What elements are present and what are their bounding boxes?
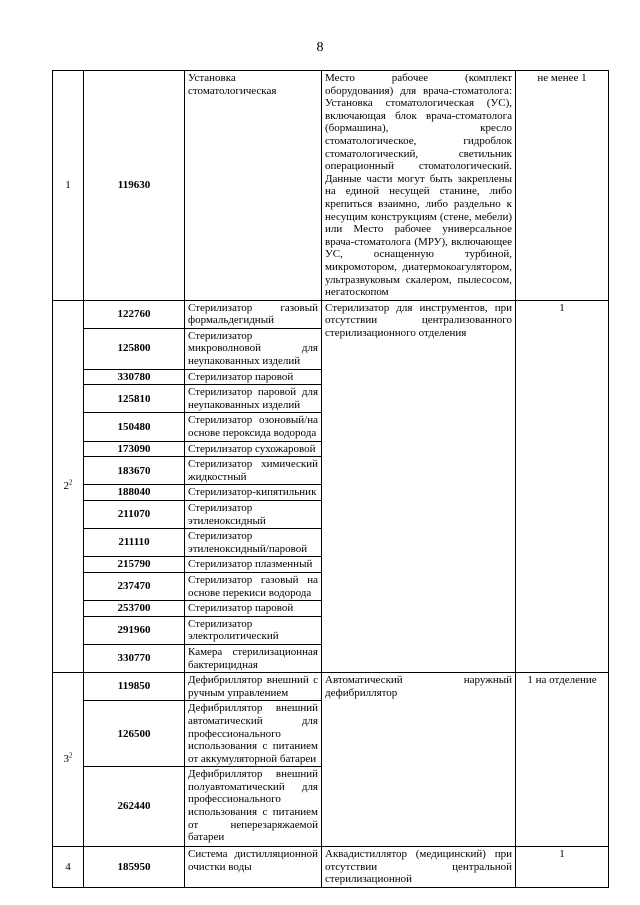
row-number: 4 <box>53 847 84 888</box>
equipment-table <box>52 70 609 888</box>
item-code: 215790 <box>84 557 185 573</box>
table-row <box>53 673 609 701</box>
item-code: 330770 <box>84 644 185 672</box>
item-code: 211110 <box>84 529 185 557</box>
item-name: Стерилизатор газовый формальдегидный <box>185 300 322 328</box>
item-name: Система дистилляционной очистки воды <box>185 847 322 888</box>
item-name: Стерилизатор паровой <box>185 369 322 385</box>
footnote-mark: 2 <box>69 751 73 760</box>
item-name: Дефибриллятор внешний с ручным управлением <box>185 673 322 701</box>
item-code: 125810 <box>84 385 185 413</box>
item-name: Стерилизатор паровой для неупакованных изделий <box>185 385 322 413</box>
item-name: Дефибриллятор внешний автоматический для профессионального использования с питанием от аккумуляторной батареи <box>185 701 322 767</box>
item-name: Стерилизатор электролитический <box>185 616 322 644</box>
table-row <box>53 300 609 328</box>
item-code: 183670 <box>84 457 185 485</box>
table-row <box>53 71 609 301</box>
item-quantity: 1 на отделение <box>516 673 609 847</box>
item-name: Стерилизатор микроволновой для неупакованных изделий <box>185 328 322 369</box>
item-name: Камера стерилизационная бактерицидная <box>185 644 322 672</box>
item-quantity: не менее 1 <box>516 71 609 301</box>
item-quantity: 1 <box>516 300 609 672</box>
item-description: Место рабочее (комплект оборудования) для врача-стоматолога: Установка стоматологическая (УС), включающая блок врача-стоматолога (бормашина), кресло стоматологическое, гидроблок стоматологический, светильник операционный стоматологический. Данные части могут быть закреплены на единой несущей станине, либо крепиться взаимно, либо раздельно к несущим конструкциям (стене, мебели) или Место рабочее универсальное врача-стоматолога (МРУ), включающее УС, оснащенную турбиной, микромотором, диатермокоагулятором, ультразвуковым скалером, пылесосом, негатоскопом <box>322 71 516 301</box>
item-code: 188040 <box>84 485 185 501</box>
item-code: 173090 <box>84 441 185 457</box>
row-number: $3^2$ <box>53 673 84 847</box>
item-description: Аквадистиллятор (медицинский) при отсутствии центральной стерилизационной <box>322 847 516 888</box>
item-code: 291960 <box>84 616 185 644</box>
footnote-mark: 2 <box>69 478 73 487</box>
item-code: 122760 <box>84 300 185 328</box>
item-description: Автоматический наружный дефибриллятор <box>322 673 516 847</box>
item-name: Стерилизатор озоновый/на основе пероксида водорода <box>185 413 322 441</box>
item-code: 185950 <box>84 847 185 888</box>
item-quantity: 1 <box>516 847 609 888</box>
item-code: 237470 <box>84 572 185 600</box>
item-code: 119850 <box>84 673 185 701</box>
item-name: Установка стоматологическая <box>185 71 322 301</box>
item-name: Стерилизатор сухожаровой <box>185 441 322 457</box>
item-name: Стерилизатор газовый на основе перекиси водорода <box>185 572 322 600</box>
item-code: 211070 <box>84 501 185 529</box>
item-code: 126500 <box>84 701 185 767</box>
item-description: Стерилизатор для инструментов, при отсутствии централизованного стерилизационного отделения <box>322 300 516 672</box>
item-code: 119630 <box>84 71 185 301</box>
item-name: Дефибриллятор внешний полуавтоматический для профессионального использования с питанием от неперезаряжаемой батареи <box>185 767 322 847</box>
page-number: 8 <box>316 40 324 55</box>
item-code: 262440 <box>84 767 185 847</box>
item-code: 330780 <box>84 369 185 385</box>
row-number: 1 <box>53 71 84 301</box>
table-row <box>53 847 609 888</box>
row-number: $2^2$ <box>53 300 84 672</box>
item-name: Стерилизатор этиленоксидный/паровой <box>185 529 322 557</box>
item-name: Стерилизатор паровой <box>185 601 322 617</box>
item-code: 253700 <box>84 601 185 617</box>
item-name: Стерилизатор химический жидкостный <box>185 457 322 485</box>
item-name: Стерилизатор-кипятильник <box>185 485 322 501</box>
item-name: Стерилизатор плазменный <box>185 557 322 573</box>
item-code: 125800 <box>84 328 185 369</box>
item-code: 150480 <box>84 413 185 441</box>
item-name: Стерилизатор этиленоксидный <box>185 501 322 529</box>
